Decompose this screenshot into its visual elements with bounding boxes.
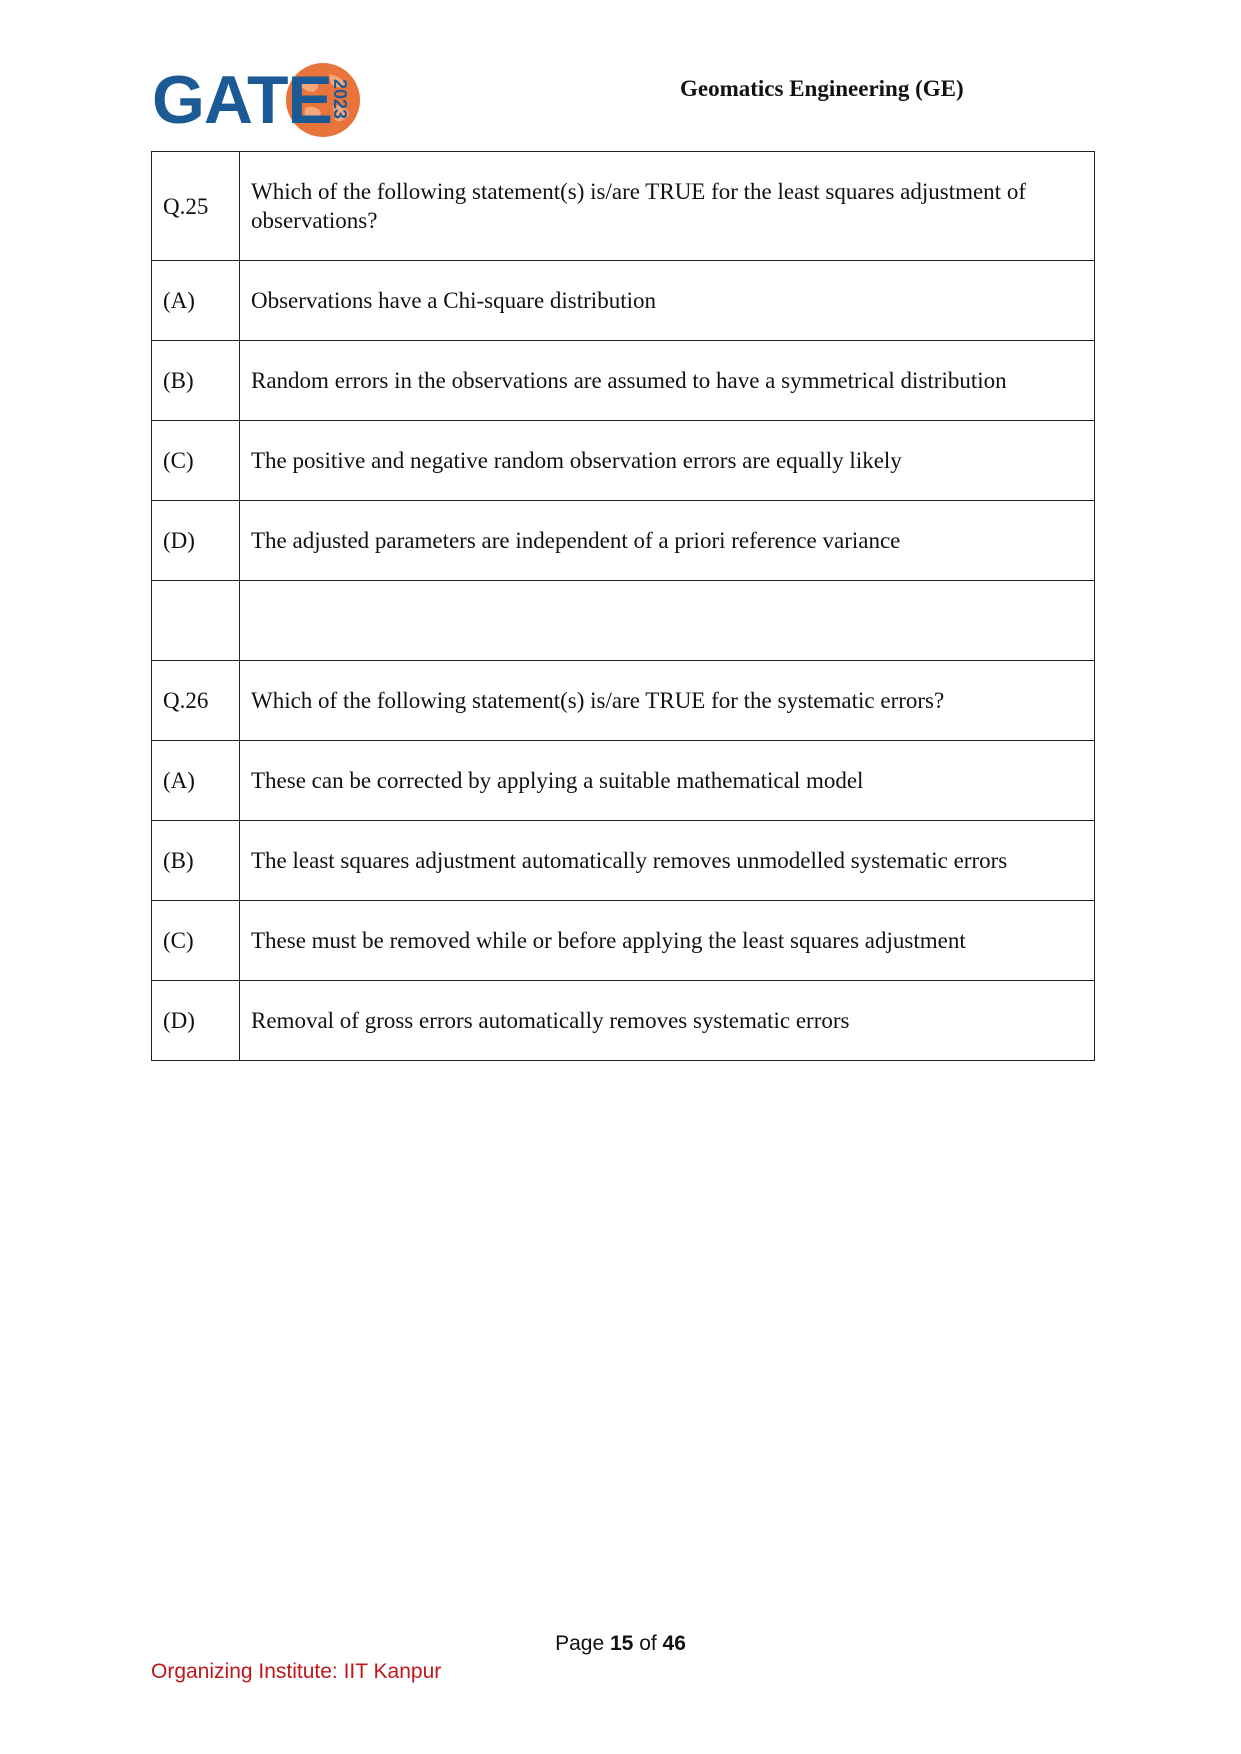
option-label: (C)	[152, 901, 240, 981]
option-text: Random errors in the observations are assumed to have a symmetrical distribution	[240, 341, 1095, 421]
option-label: (D)	[152, 501, 240, 581]
option-text: Removal of gross errors automatically removes systematic errors	[240, 981, 1095, 1061]
option-label: (D)	[152, 981, 240, 1061]
organizing-institute: Organizing Institute: IIT Kanpur	[151, 1660, 442, 1683]
option-text: The adjusted parameters are independent of a priori reference variance	[240, 501, 1095, 581]
spacer-cell	[152, 581, 240, 661]
page-current: 15	[609, 1632, 634, 1655]
option-text: These can be corrected by applying a suitable mathematical model	[240, 741, 1095, 821]
spacer-cell	[240, 581, 1095, 661]
logo-wordmark: GATE	[152, 62, 332, 138]
option-label: (B)	[152, 341, 240, 421]
option-row	[152, 981, 1095, 1061]
option-row	[152, 341, 1095, 421]
option-row	[152, 821, 1095, 901]
gate-2023-logo	[152, 58, 362, 142]
option-label: (A)	[152, 261, 240, 341]
option-row	[152, 421, 1095, 501]
option-label: (C)	[152, 421, 240, 501]
option-row	[152, 901, 1095, 981]
option-text: Observations have a Chi-square distribution	[240, 261, 1095, 341]
option-text: The least squares adjustment automatically removes unmodelled systematic errors	[240, 821, 1095, 901]
option-label: (B)	[152, 821, 240, 901]
option-text: These must be removed while or before applying the least squares adjustment	[240, 901, 1095, 981]
spacer-row	[152, 581, 1095, 661]
question-text: Which of the following statement(s) is/are TRUE for the systematic errors?	[240, 661, 1095, 741]
questions-table	[151, 151, 1095, 1061]
option-label: (A)	[152, 741, 240, 821]
question-number: Q.25	[152, 152, 240, 261]
page-number	[400, 1630, 841, 1658]
question-row	[152, 661, 1095, 741]
option-row	[152, 501, 1095, 581]
logo-year: 2023	[330, 78, 350, 120]
option-row	[152, 261, 1095, 341]
question-row	[152, 152, 1095, 261]
question-text: Which of the following statement(s) is/are TRUE for the least squares adjustment of observations?	[240, 152, 1095, 261]
question-number: Q.26	[152, 661, 240, 741]
page-of: of	[639, 1632, 657, 1655]
option-row	[152, 741, 1095, 821]
option-text: The positive and negative random observation errors are equally likely	[240, 421, 1095, 501]
page-prefix: Page	[555, 1632, 605, 1655]
page-total: 46	[662, 1632, 686, 1655]
paper-subject-title: Geomatics Engineering (GE)	[680, 76, 964, 101]
